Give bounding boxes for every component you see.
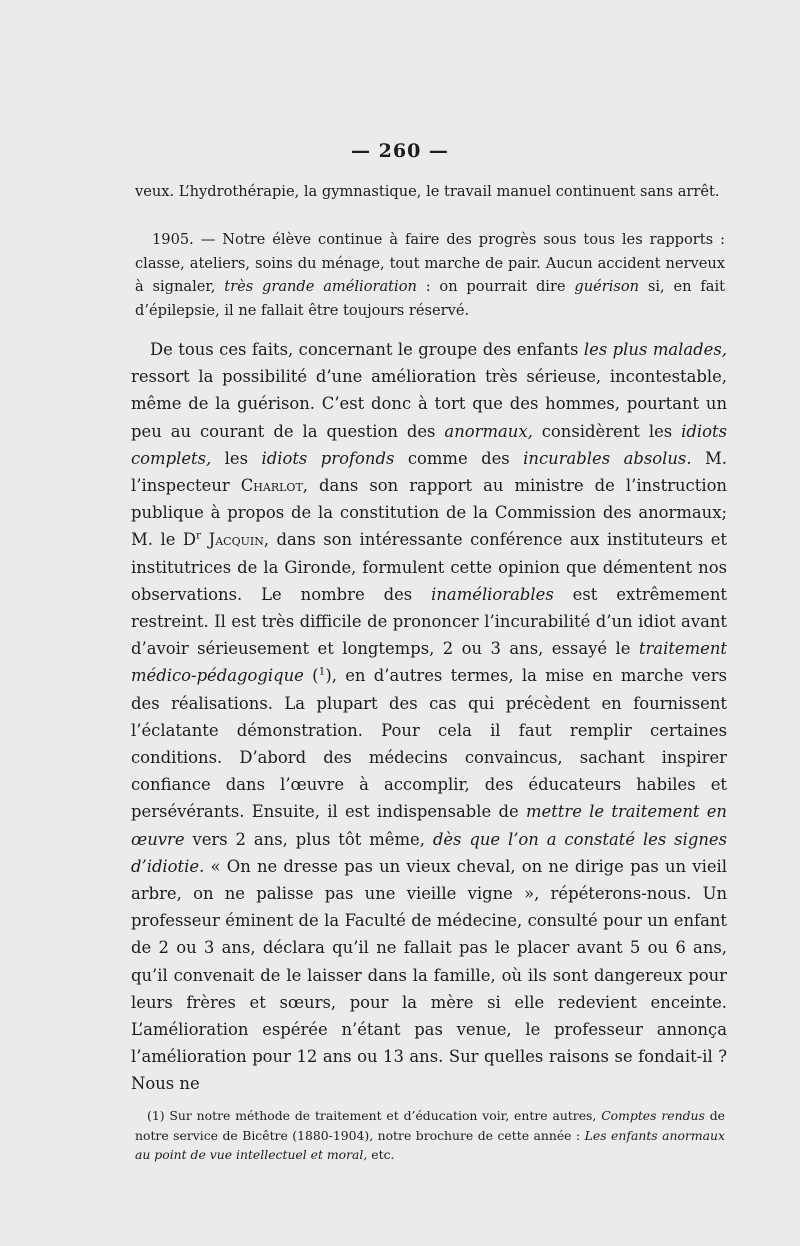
footnote-marker: 1	[318, 664, 326, 678]
main-paragraph: De tous ces faits, concernant le groupe des enfants les plus malades, ressort la possibilité d’une amélioration très sérieuse, incontestable, même de la guérison. C’est donc à tort que des hommes, pourtant un peu au courant de la question des anormaux, considèrent les idiots complets, les idiots profonds comme des incurables absolus. M. l’inspecteur Charlot, dans son rapport au ministre de l’instruction publique à propos de la constitution de la Commission des anormaux; M. le $D^r$ Jacquin, dans son intéressante conférence aux instituteurs et institutrices de la Gironde, formulent cette opinion que démentent nos observations. Le nombre des inaméliorables est extrêmement restreint. Il est très difficile de prononcer l’incurabilité d’un idiot avant d’avoir sérieusement et longtemps, 2 ou 3 ans, essayé le traitement médico-pédagogique ($^1$), en d’autres termes, la mise en marche vers des réalisations. La plupart des cas qui précèdent en fournissent l’éclatante démonstration. Pour cela il faut remplir certaines conditions. D’abord des médecins convaincus, sachant inspirer confiance dans l’œuvre à accomplir, des éducateurs habiles et persévérants. Ensuite, il est indispensable de mettre le traitement en œuvre vers 2 ans, plus tôt même, dès que l’on a constaté les signes d’idiotie. « On ne dresse pas un vieux cheval, on ne dirige pas un vieil arbre, on ne palisse pas une vieille vigne », répéterons-nous. Un professeur éminent de la Faculté de médecine, consulté pour un enfant de 2 ou 3 ans, déclara qu’il ne fallait pas le placer avant 5 ou 6 ans, qu’il convenait de le laisser dans la famille, où ils sont dangereux pour leurs frères et sœurs, pour la mère si elle redevient enceinte. L’amélioration espérée n’étant pas venue, le professeur annonça l’amélioration pour 12 ans ou 13 ans. Sur quelles raisons se fondait-il ? Nous ne	[131, 340, 728, 1094]
page-number: — 260 —	[351, 140, 449, 162]
top-paragraph: veux. L’hydrothérapie, la gymnastique, le travail manuel continuent sans arrêt.	[135, 183, 720, 200]
footnote: (1) Sur notre méthode de traitement et d’éducation voir, entre autres, Comptes rendus de notre service de Bicêtre (1880-1904), notre brochure de cette année : Les enfants anormaux au point de vue intellectuel et moral, etc.	[135, 1108, 725, 1162]
year-entry-1905: 1905. — Notre élève continue à faire des progrès sous tous les rapports : classe, ateliers, soins du ménage, tout marche de pair. Aucun accident nerveux à signaler, très grande amélioration : on pourrait dire guérison si, en fait d’épilepsie, il ne fallait être toujours réservé.	[135, 231, 725, 319]
